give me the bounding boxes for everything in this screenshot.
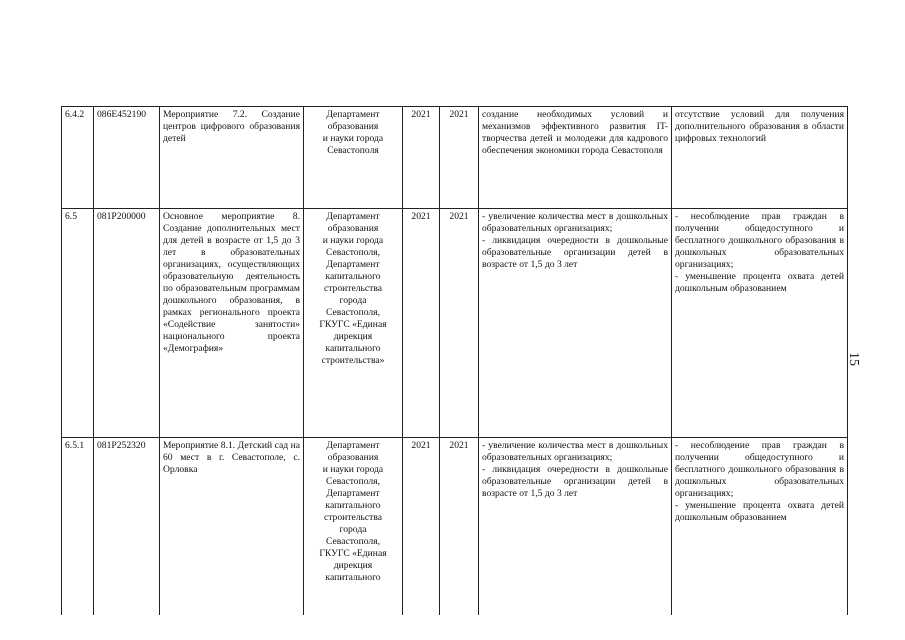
start-year: 2021	[403, 438, 440, 616]
expected-result: создание необходимых условий и механизмов эффективного развития IT-творчества детей и молодежи для кадрового обеспечения экономики города Севастополя	[479, 107, 672, 209]
end-year: 2021	[440, 209, 479, 438]
budget-code: 081P200000	[94, 209, 160, 438]
non-implementation-consequences: - несоблюдение прав граждан в получении общедоступного и бесплатного дошкольного образования в дошкольных образовательных организациях; - уменьшение процента охвата детей дошкольным образованием	[672, 438, 848, 616]
page-number: 15	[846, 352, 861, 366]
event-description: Мероприятие 7.2. Создание центров цифрового образования детей	[160, 107, 304, 209]
program-activities-table	[61, 106, 848, 615]
row-number: 6.4.2	[62, 107, 94, 209]
table-row	[62, 209, 848, 438]
table-row	[62, 107, 848, 209]
responsible-executor: Департамент образования и науки города Севастополя	[304, 107, 403, 209]
event-description: Мероприятие 8.1. Детский сад на 60 мест в г. Севастополе, с. Орловка	[160, 438, 304, 616]
non-implementation-consequences: отсутствие условий для получения дополнительного образования в области цифровых технологий	[672, 107, 848, 209]
end-year: 2021	[440, 107, 479, 209]
budget-code: 081P252320	[94, 438, 160, 616]
budget-code: 086E452190	[94, 107, 160, 209]
start-year: 2021	[403, 209, 440, 438]
event-description: Основное мероприятие 8. Создание дополнительных мест для детей в возрасте от 1,5 до 3 лет в образовательных организациях, осуществляющих образовательную деятельность по образовательным программам дошкольного образования, в рамках регионального проекта «Содействие занятости» национального проекта «Демография»	[160, 209, 304, 438]
expected-result: - увеличение количества мест в дошкольных образовательных организациях; - ликвидация очередности в дошкольные образовательные организации детей в возрасте от 1,5 до 3 лет	[479, 209, 672, 438]
end-year: 2021	[440, 438, 479, 616]
table-row	[62, 438, 848, 616]
row-number: 6.5	[62, 209, 94, 438]
expected-result: - увеличение количества мест в дошкольных образовательных организациях; - ликвидация очередности в дошкольные образовательные организации детей в возрасте от 1,5 до 3 лет	[479, 438, 672, 616]
non-implementation-consequences: - несоблюдение прав граждан в получении общедоступного и бесплатного дошкольного образования в дошкольных образовательных организациях; - уменьшение процента охвата детей дошкольным образованием	[672, 209, 848, 438]
row-number: 6.5.1	[62, 438, 94, 616]
responsible-executor: Департамент образования и науки города Севастополя, Департамент капитального строительства города Севастополя, ГКУГС «Единая дирекция капитального	[304, 438, 403, 616]
responsible-executor: Департамент образования и науки города Севастополя, Департамент капитального строительства города Севастополя, ГКУГС «Единая дирекция капитального строительства»	[304, 209, 403, 438]
start-year: 2021	[403, 107, 440, 209]
